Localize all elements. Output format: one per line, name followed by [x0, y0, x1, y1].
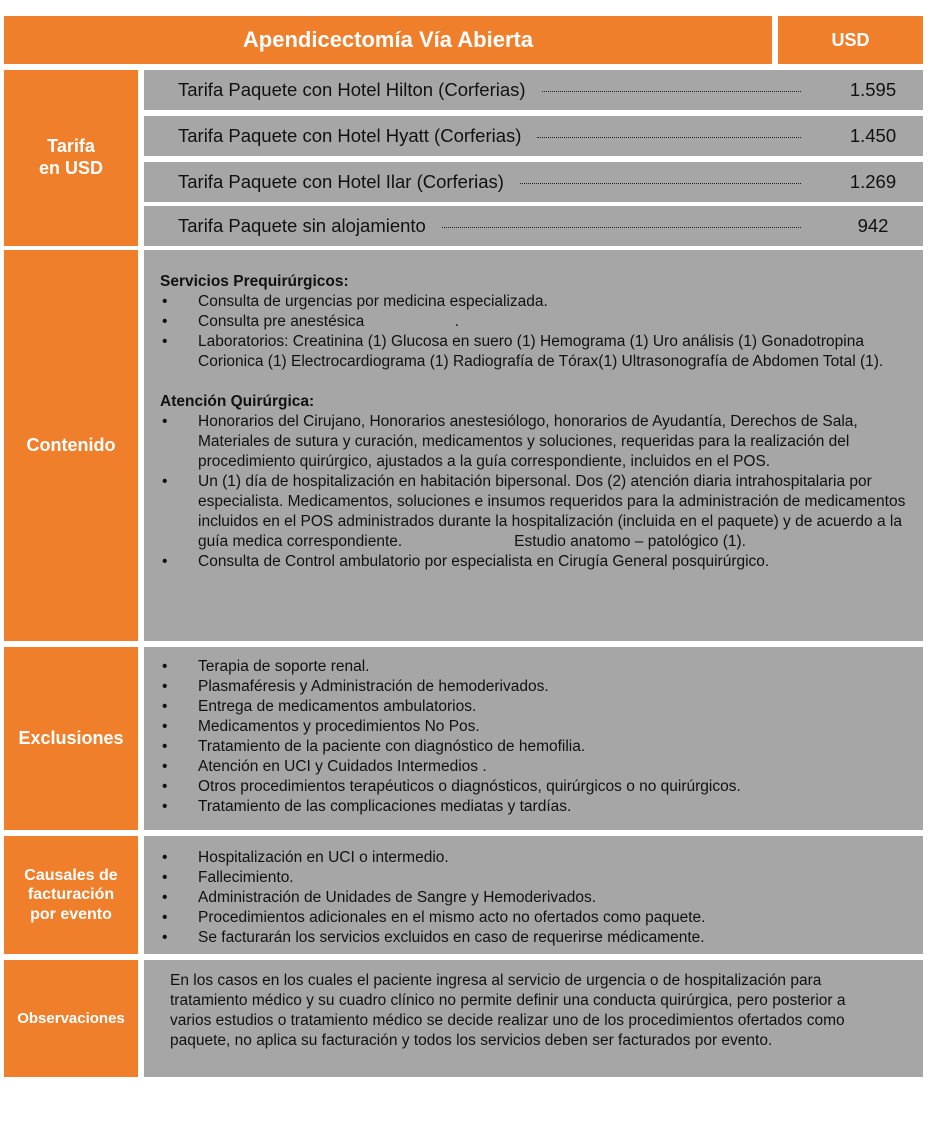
- causales-panel: [144, 836, 923, 954]
- section-label-contenido: [4, 250, 138, 641]
- list-item: • Honorarios del Cirujano, Honorarios anestesiólogo, honorarios de Ayudantía, Derechos de Sala, Materiales de sutura y curación, medicamentos y soluciones, requeridas para la realización del procedimiento quirúrgico, ajustados a la guía correspondiente, incluidos en el POS.: [160, 412, 909, 472]
- page-title: Apendicectomía Vía Abierta: [4, 16, 772, 64]
- list-item: • Tratamiento de las complicaciones mediatas y tardías.: [160, 797, 909, 817]
- section-label-observaciones-text: Observaciones: [17, 1009, 125, 1027]
- tariff-row: [144, 70, 923, 110]
- dot-leader: [537, 137, 801, 138]
- dot-leader: [442, 227, 801, 228]
- list-item: • Otros procedimientos terapéuticos o diagnósticos, quirúrgicos o no quirúrgicos.: [160, 777, 909, 797]
- observaciones-text: En los casos en los cuales el paciente ingresa al servicio de urgencia o de hospitalización para tratamiento médico y su cuadro clínico no permite definir una conducta quirúrgica, pero posterior a varios estudios o tratamiento médico se decide realizar uno de los procedimientos ofertados como paquete, no aplica su facturación y todos los servicios deben ser facturados por evento.: [170, 972, 846, 1049]
- quirurgica-list: [160, 412, 909, 572]
- prequirurgicos-heading: Servicios Prequirúrgicos:: [160, 273, 349, 290]
- list-item: • Administración de Unidades de Sangre y Hemoderivados.: [160, 888, 909, 908]
- list-item: • Laboratorios: Creatinina (1) Glucosa en suero (1) Hemograma (1) Uro análisis (1) Gonadotropina Corionica (1) Electrocardiograma (1) Radiografía de Tórax(1) Ultrasonografía de Abdomen Total (1).: [160, 332, 909, 372]
- tariff-name: Tarifa Paquete con Hotel Hilton (Corferias): [178, 79, 526, 100]
- tariff-row: [144, 162, 923, 202]
- prequirurgicos-list: [160, 292, 909, 372]
- list-item: • Se facturarán los servicios excluidos en caso de requerirse médicamente.: [160, 928, 909, 948]
- exclusiones-panel: [144, 647, 923, 830]
- list-item: • Terapia de soporte renal.: [160, 657, 909, 677]
- contenido-panel: [144, 250, 923, 641]
- tariff-price: 1.450: [849, 125, 897, 146]
- list-item: • Hospitalización en UCI o intermedio.: [160, 848, 909, 868]
- tariff-price: 942: [857, 215, 889, 236]
- list-item: • Consulta de Control ambulatorio por especialista en Cirugía General posquirúrgico.: [160, 552, 909, 572]
- section-label-causales: [4, 836, 138, 954]
- tariff-name: Tarifa Paquete con Hotel Ilar (Corferias): [178, 171, 504, 192]
- dot-leader: [520, 183, 801, 184]
- section-label-exclusiones: [4, 647, 138, 830]
- list-item: • Entrega de medicamentos ambulatorios.: [160, 697, 909, 717]
- section-label-tarifa: [4, 70, 138, 246]
- list-item: • Medicamentos y procedimientos No Pos.: [160, 717, 909, 737]
- tariff-price: 1.269: [849, 171, 897, 192]
- section-label-observaciones: [4, 960, 138, 1077]
- quirurgica-heading: Atención Quirúrgica:: [160, 393, 315, 410]
- list-item: • Procedimientos adicionales en el mismo acto no ofertados como paquete.: [160, 908, 909, 928]
- list-item: • Un (1) día de hospitalización en habitación bipersonal. Dos (2) atención diaria intrahospitalaria por especialista. Medicamentos, soluciones e insumos requeridos para la administración de medicamentos incluidos en el POS administrados durante la hospitalización (incluida en el paquete) y de acuerdo a la guía medica correspondiente. Estudio anatomo – patológico (1).: [160, 472, 909, 552]
- section-label-causales-text: Causales de facturación por evento: [24, 867, 118, 923]
- list-item: • Fallecimiento.: [160, 868, 909, 888]
- list-item: • Consulta pre anestésica .: [160, 312, 909, 332]
- section-label-contenido-text: Contenido: [26, 434, 116, 455]
- section-label-tarifa-text: Tarifa en USD: [38, 136, 103, 178]
- tariff-row: [144, 116, 923, 156]
- causales-list: [160, 848, 909, 948]
- tariff-name: Tarifa Paquete sin alojamiento: [178, 215, 426, 236]
- exclusiones-list: [160, 657, 909, 817]
- tariff-price: 1.595: [849, 79, 897, 100]
- list-item: • Plasmaféresis y Administración de hemoderivados.: [160, 677, 909, 697]
- observaciones-panel: [144, 960, 923, 1077]
- list-item: • Tratamiento de la paciente con diagnóstico de hemofilia.: [160, 737, 909, 757]
- currency-header: USD: [778, 16, 923, 64]
- list-item: • Consulta de urgencias por medicina especializada.: [160, 292, 909, 312]
- tariff-row: [144, 206, 923, 246]
- section-label-exclusiones-text: Exclusiones: [18, 727, 124, 748]
- tariff-name: Tarifa Paquete con Hotel Hyatt (Corferias): [178, 125, 522, 146]
- list-item: • Atención en UCI y Cuidados Intermedios .: [160, 757, 909, 777]
- dot-leader: [542, 91, 801, 92]
